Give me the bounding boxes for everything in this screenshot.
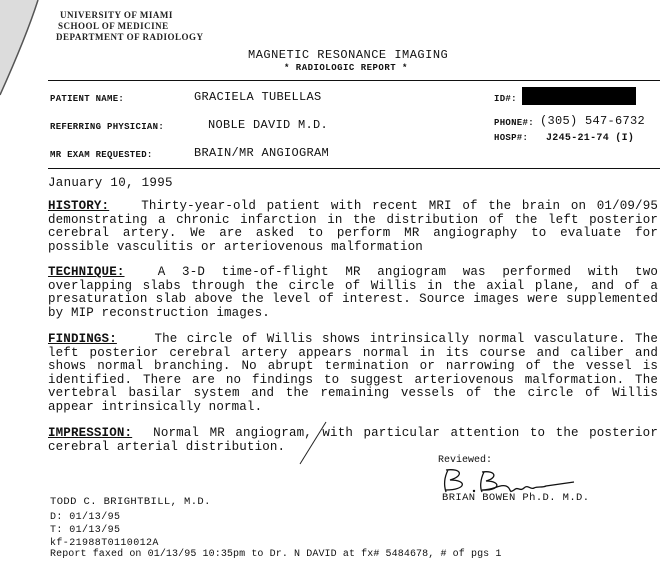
- header-divider: [48, 80, 660, 81]
- dictated-date: D: 01/13/95: [50, 512, 121, 523]
- phone-value: (305) 547-6732: [540, 114, 646, 128]
- history-text: Thirty-year-old patient with recent MRI of the brain on 01/09/95 demonstrating a chronic infarction in the distribution of the left posterior cerebral artery. We are asked to perform MR angiography to evaluate for possible vasculitis or arteriovenous malformation: [48, 199, 658, 254]
- report-title: MAGNETIC RESONANCE IMAGING: [248, 48, 449, 62]
- impression-section: [48, 427, 658, 454]
- typed-date: T: 01/13/95: [50, 525, 121, 536]
- findings-text: The circle of Willis shows intrinsically normal vasculature. The left posterior cerebral artery appears normal in its course and caliber and shows normal branching. No abrupt termination or narrowing of the vessel is identified. There are no findings to suggest arteriovenous malformation. The vertebral basilar system and the remaining vessels of the circle of Willis appear intrinsically normal.: [48, 332, 659, 414]
- fields-divider: [48, 168, 660, 169]
- page-curl-corner: [0, 0, 60, 100]
- kf-code: kf-21988T0110012A: [50, 538, 159, 549]
- patient-name-value: GRACIELA TUBELLAS: [194, 90, 322, 104]
- exam-requested-value: BRAIN/MR ANGIOGRAM: [194, 146, 330, 160]
- fax-line: Report faxed on 01/13/95 10:35pm to Dr. N DAVID at fx# 5484678, # of pgs 1: [50, 549, 502, 560]
- pen-mark: [296, 418, 336, 468]
- hosp-value: J245-21-74 (I): [546, 133, 635, 144]
- institution-line-1: UNIVERSITY OF MIAMI: [60, 10, 173, 20]
- referring-physician-value: NOBLE DAVID M.D.: [208, 118, 329, 132]
- impression-text: Normal MR angiogram, with particular attention to the posterior cerebral arterial distribution.: [48, 426, 658, 454]
- institution-line-2: SCHOOL OF MEDICINE: [58, 21, 169, 31]
- technique-heading: TECHNIQUE:: [48, 265, 125, 279]
- reviewed-label: Reviewed:: [438, 455, 493, 466]
- findings-heading: FINDINGS:: [48, 332, 117, 346]
- phone-label: PHONE#:: [494, 118, 534, 128]
- report-date: January 10, 1995: [48, 176, 173, 190]
- history-section: [48, 200, 658, 254]
- history-heading: HISTORY:: [48, 199, 110, 213]
- hosp-label: HOSP#:: [494, 133, 529, 143]
- id-redaction: [522, 87, 636, 105]
- patient-name-label: PATIENT NAME:: [50, 94, 125, 104]
- technique-section: [48, 266, 658, 320]
- id-label: ID#:: [494, 94, 517, 104]
- report-subtitle: * RADIOLOGIC REPORT *: [284, 63, 408, 73]
- institution-line-3: DEPARTMENT OF RADIOLOGY: [56, 32, 204, 42]
- impression-heading: IMPRESSION:: [48, 426, 133, 440]
- reviewer-name: BRIAN BOWEN Ph.D. M.D.: [442, 492, 590, 504]
- referring-physician-label: REFERRING PHYSICIAN:: [50, 122, 165, 132]
- technique-text: A 3-D time-of-flight MR angiogram was performed with two overlapping slabs through the circle of Willis in the axial plane, and of a presaturation slab above the level of interest. Source images were supplemented by MIP reconstruction images.: [48, 265, 658, 320]
- author-name: TODD C. BRIGHTBILL, M.D.: [50, 496, 211, 508]
- exam-requested-label: MR EXAM REQUESTED:: [50, 150, 153, 160]
- findings-section: [48, 333, 658, 414]
